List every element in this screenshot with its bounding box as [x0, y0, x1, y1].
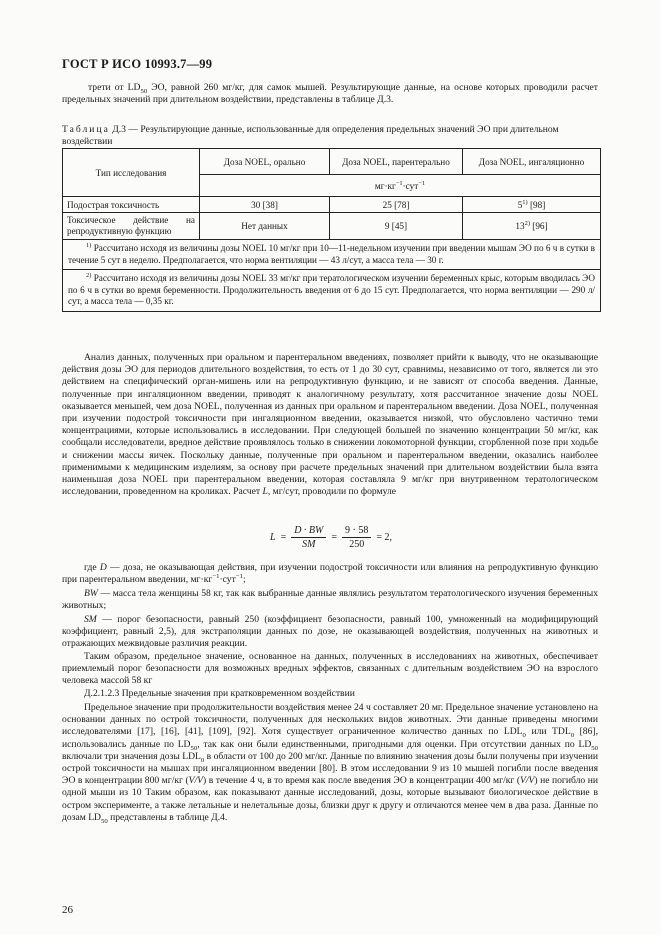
header-parent: Доза NOEL, парентерально	[330, 149, 463, 175]
table-note-1	[63, 240, 601, 270]
table-note-row	[63, 240, 601, 270]
unit-sup2: −1	[418, 179, 426, 187]
inhal-footnote-mark: 1)	[522, 198, 528, 206]
p3-c: [86], использовались данные по LD	[62, 726, 598, 750]
table-row	[63, 197, 601, 213]
formula-eq: =	[280, 532, 287, 543]
intro-sub: 50	[140, 87, 148, 95]
fraction-denominator: 250	[349, 539, 365, 550]
short-term-paragraph	[62, 702, 598, 824]
header-inhal: Доза NOEL, ингаляционно	[463, 149, 601, 175]
p3-a: Предельное значение при продолжительности воздействия менее 24 ч составляет 20 мг. Предельное значение установлено на основании данных по острой токсичности, полученных для нескольких видов животных. Эти данные приведены многими исследователями [17], [16], [41], [109], [92]. Хотя существует ограниченное количество данных по LDL	[62, 702, 598, 738]
def-D-end: ;	[242, 574, 246, 586]
para1-text: Анализ данных, полученных при оральном и парентеральном введениях, позволяет прийти к выводу, что не оказывающие действия дозы ЭО для периодов длительного воздействия, то есть от 1 до 30 сут, сравнимы, независимо от того, является ли это действием на специфический орган-мишень или на репродуктивную функцию, и не зависят от способа введения. Данные, полученные при ингаляционном введении, приводят к аналогичному результату, хотя рассчитанное значение дозы NOEL оказывается меньшей, чем доза NOEL, полученная из данных при оральном и парентеральном введении. Доза NOEL, полученная при изучении подострой токсичности при ингаляционном введении, оказывается низкой, что обусловлено частично теми концентрациями, которые использовались в исследовании. При следующей большей по значению концентрации 50 мг/кг, как сообщали исследователи, вредное действие проявлялось только в снижении локомоторной функции, сгорбленной позе при ходьбе и снижении массы яичек. Поскольку данные, полученные при оральном и парентеральном введении, оказались наиболее применимыми к медицинским изделиям, за основу при расчете предельных значений при длительном воздействии была взята наименьшая доза NOEL при парентеральном введении, которая составляла 9 мг/кг при внутривенном тератологическом исследовании, проведенном на кроликах. Расчет	[62, 352, 598, 498]
p3-s5: 50	[100, 817, 108, 825]
unit-a: мг·кг	[374, 180, 396, 191]
table-caption	[62, 124, 598, 149]
table-header-row	[63, 149, 601, 175]
note1-mark: 1)	[86, 241, 92, 249]
document-header: ГОСТ Р ИСО 10993.7—99	[62, 57, 213, 71]
conclusion-paragraph: Таким образом, предельное значение, основанное на данных, полученных в исследованиях на животных, обеспечивает приемлемый порог безопасности для возможных вредных эффектов, связанных с длительным воздействием ЭО на взрослого человека массой 58 кг	[62, 651, 598, 687]
formula-lhs: L	[270, 532, 276, 543]
intro-text-a: трети от LD	[88, 82, 141, 93]
def-BW-text: — масса тела женщины 58 кг, так как выбранные данные являлись результатом тератологического изучения беременных животных;	[62, 588, 598, 612]
p3-vv2: V/V	[520, 775, 535, 787]
definition-SM	[62, 614, 598, 651]
section-heading: Д.2.1.2.3 Предельные значения при кратковременном воздействии	[84, 688, 355, 699]
p3-vv1: V/V	[188, 775, 204, 787]
formula-eq: =	[331, 532, 338, 543]
para1-tail: , мг/сут, проводили по формуле	[267, 486, 397, 498]
row-parent: 25 [78]	[330, 197, 463, 213]
table-note-2	[63, 270, 601, 312]
definition-BW	[62, 588, 598, 612]
row-inhal	[463, 213, 601, 240]
formula-fraction-1	[291, 525, 326, 550]
p3-s4: 0	[200, 756, 205, 764]
header-type: Тип исследования	[63, 149, 200, 197]
formula	[270, 525, 392, 550]
inhal-ref: [98]	[527, 199, 546, 210]
unit-b: ·сут	[402, 180, 419, 191]
definition-D	[62, 562, 598, 586]
row-parent: 9 [45]	[330, 213, 463, 240]
row-type: Токсическое действие на репродуктивную функцию	[63, 213, 200, 240]
table-caption-text: Д.3 — Результирующие данные, использованные для определения предельных значений ЭО при длительном воздействии	[62, 124, 559, 148]
p3-f: в области от 100 до 200 мг/кг. Данные по влиянию значения дозы были получены при изучении острой токсичности на мышах при ингаляционном введении [80]. В этом исследовании 9 из 10 мышей погибли после введения ЭО в концентрации 800 мг/кг (	[62, 750, 599, 787]
inhal-value: 5	[517, 199, 523, 210]
def-D-unit: ·сут	[219, 574, 236, 586]
table-row	[63, 213, 601, 240]
p3-d: , так как они были единственными, пригодными для оценки. При отсутствии данных по LD	[197, 738, 592, 750]
table-caption-label: Таблица	[62, 124, 110, 135]
p3-g: ) в течение 4 ч, в то время как после введения ЭО в концентрации 400 мг/кг (	[203, 775, 521, 787]
para1-var-L: L	[262, 486, 268, 498]
formula-fraction-2	[342, 525, 371, 550]
fraction-denominator: SM	[302, 539, 316, 550]
def-D-prefix: где	[84, 562, 100, 573]
p3-s0: 0	[522, 732, 526, 740]
def-D-sup1: −1	[212, 573, 220, 581]
intro-paragraph	[62, 82, 598, 106]
def-D-var: D	[99, 562, 107, 573]
inhal-ref: [96]	[529, 221, 548, 231]
fraction-numerator: D · BW	[291, 525, 326, 538]
header-oral: Доза NOEL, орально	[200, 149, 330, 175]
intro-text-c: расчет предельных значений при длительном воздействии, представлены в таблице Д.3.	[62, 82, 598, 106]
note2-text: Рассчитано исходя из величины дозы NOEL 33 мг/кг при тератологическом изучении беременных крыс, которым вводилась ЭО по 6 ч в сутки во время беременности. Продолжительность введения от 6 до 15 сут. Предполагается, что норма вентиляции — 290 л/сут, а масса тела — 0,35 кг.	[68, 273, 595, 307]
table-note-row	[63, 270, 601, 312]
def-SM-var: SM	[84, 614, 97, 625]
p3-i: представлены в таблице Д.4.	[107, 811, 228, 823]
row-oral: 30 [38]	[200, 197, 330, 213]
analysis-paragraph-text	[62, 352, 598, 498]
p3-e: включали три значения дозы LDL	[62, 750, 201, 762]
fraction-numerator: 9 · 58	[342, 525, 371, 538]
formula-result: = 2,	[376, 532, 392, 543]
p3-b: или TDL	[525, 726, 571, 738]
inhal-value: 13	[515, 221, 525, 231]
inhal-footnote-mark: 2)	[524, 219, 530, 227]
def-D-sup2: −1	[235, 573, 243, 581]
p3-s1: 0	[570, 732, 575, 740]
row-type: Подострая токсичность	[63, 197, 200, 213]
p3-s2: 50	[190, 744, 198, 752]
note2-mark: 2)	[86, 272, 92, 280]
unit-cell	[200, 175, 601, 197]
def-BW-var: BW	[84, 588, 98, 599]
unit-sup1: −1	[395, 179, 403, 187]
p3-s3: 50	[591, 744, 598, 752]
intro-text-b: ЭО, равной 260 мг/кг, для самок мышей. Результирующие данные, на основе которых проводили	[147, 82, 568, 93]
noel-table	[62, 148, 601, 312]
page-number: 26	[62, 904, 73, 916]
p3-h: ) не погибло ни одной мыши из 10 Таким образом, как показывают данные исследований, дозы, которые вызывают биологическое действие в остром эксперименте, а также летальные и нелетальные дозы, близки друг к другу и отличаются менее чем в два раза. Данные по дозам LD	[62, 775, 598, 823]
row-inhal	[463, 197, 601, 213]
note1-text: Рассчитано исходя из величины дозы NOEL 10 мг/кг при 10—11-недельном изучении при введении мышам ЭО по 6 ч в сутки в течение 5 сут в неделю. Предполагается, что норма вентиляции — 43 л/сут, а масса тела — 30 г.	[68, 243, 595, 265]
def-D-text: — доза, не оказывающая действия, при изучении подострой токсичности или влияния на репродуктивную функцию при парентеральном введении, мг·кг	[62, 562, 598, 586]
row-oral: Нет данных	[200, 213, 330, 240]
def-SM-text: — порог безопасности, равный 250 (коэффициент безопасности, равный 100, умноженный на модифицирующий коэффициент, равный 2,5), для экстраполяции данных по дозе, не оказывающей воздействия, полученных на животных и отражающих межвидовые различия реакции.	[62, 614, 598, 650]
